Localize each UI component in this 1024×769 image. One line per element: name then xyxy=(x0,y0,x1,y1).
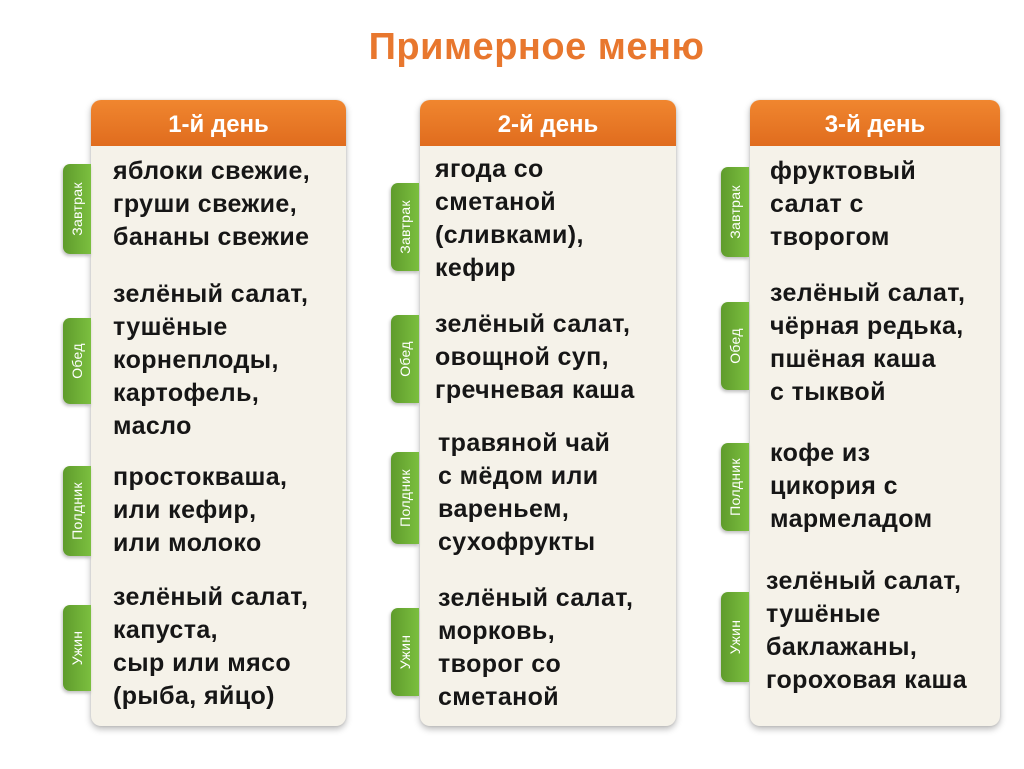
meal-tab-label: Завтрак xyxy=(727,185,743,239)
meal-tab-label: Полдник xyxy=(727,458,743,516)
day1-snack-text: простокваша, или кефир, или молоко xyxy=(113,463,288,557)
day3-lunch-text: зелёный салат, чёрная редька, пшёная каша с тыквой xyxy=(770,279,966,406)
day-header-1: 1-й день xyxy=(91,100,346,146)
day1-breakfast-text: яблоки свежие, груши свежие, бананы свежие xyxy=(113,157,311,251)
day2-breakfast-text: ягода со сметаной (сливками), кефир xyxy=(435,155,584,282)
day2-lunch-text: зелёный салат, овощной суп, гречневая каша xyxy=(435,310,635,404)
meal-tab-dinner-day3 xyxy=(721,592,749,682)
day-column-3 xyxy=(750,100,1000,726)
day3-breakfast-text: фруктовый салат с творогом xyxy=(770,157,917,251)
meal-tab-label: Обед xyxy=(69,343,85,379)
meal-tab-snack-day3 xyxy=(721,443,749,531)
meal-tab-lunch-day3 xyxy=(721,302,749,390)
meal-tab-breakfast-day3 xyxy=(721,167,749,257)
day-header-2: 2-й день xyxy=(420,100,676,146)
day3-snack-text: кофе из цикория с мармеладом xyxy=(770,439,933,533)
day2-snack-text: травяной чай с мёдом или вареньем, сухофрукты xyxy=(438,429,611,556)
meal-tab-label: Завтрак xyxy=(69,182,85,236)
meal-tab-label: Ужин xyxy=(727,619,743,655)
day1-dinner-text: зелёный салат, капуста, сыр или мясо (рыба, яйцо) xyxy=(113,583,309,710)
meal-tab-snack-day2 xyxy=(391,452,419,544)
meal-tab-breakfast-day1 xyxy=(63,164,91,254)
meal-tab-dinner-day1 xyxy=(63,605,91,691)
day3-dinner-text: зелёный салат, тушёные баклажаны, гороховая каша xyxy=(766,567,968,694)
meal-tab-label: Полдник xyxy=(397,469,413,527)
meal-tab-breakfast-day2 xyxy=(391,183,419,271)
day-column-2 xyxy=(420,100,676,726)
meal-tab-lunch-day1 xyxy=(63,318,91,404)
meal-tab-label: Обед xyxy=(397,341,413,377)
day-column-1 xyxy=(91,100,346,726)
meal-tab-label: Завтрак xyxy=(397,200,413,254)
meal-tab-label: Ужин xyxy=(397,634,413,670)
page-title: Примерное меню xyxy=(368,26,705,68)
meal-tab-lunch-day2 xyxy=(391,315,419,403)
day2-dinner-text: зелёный салат, морковь, творог со сметаной xyxy=(438,584,634,711)
meal-tab-label: Ужин xyxy=(69,630,85,666)
meal-tab-snack-day1 xyxy=(63,466,91,556)
day-header-3: 3-й день xyxy=(750,100,1000,146)
meal-tab-label: Обед xyxy=(727,328,743,364)
meal-tab-dinner-day2 xyxy=(391,608,419,696)
day1-lunch-text: зелёный салат, тушёные корнеплоды, картофель, масло xyxy=(113,280,309,440)
meal-tab-label: Полдник xyxy=(69,482,85,540)
